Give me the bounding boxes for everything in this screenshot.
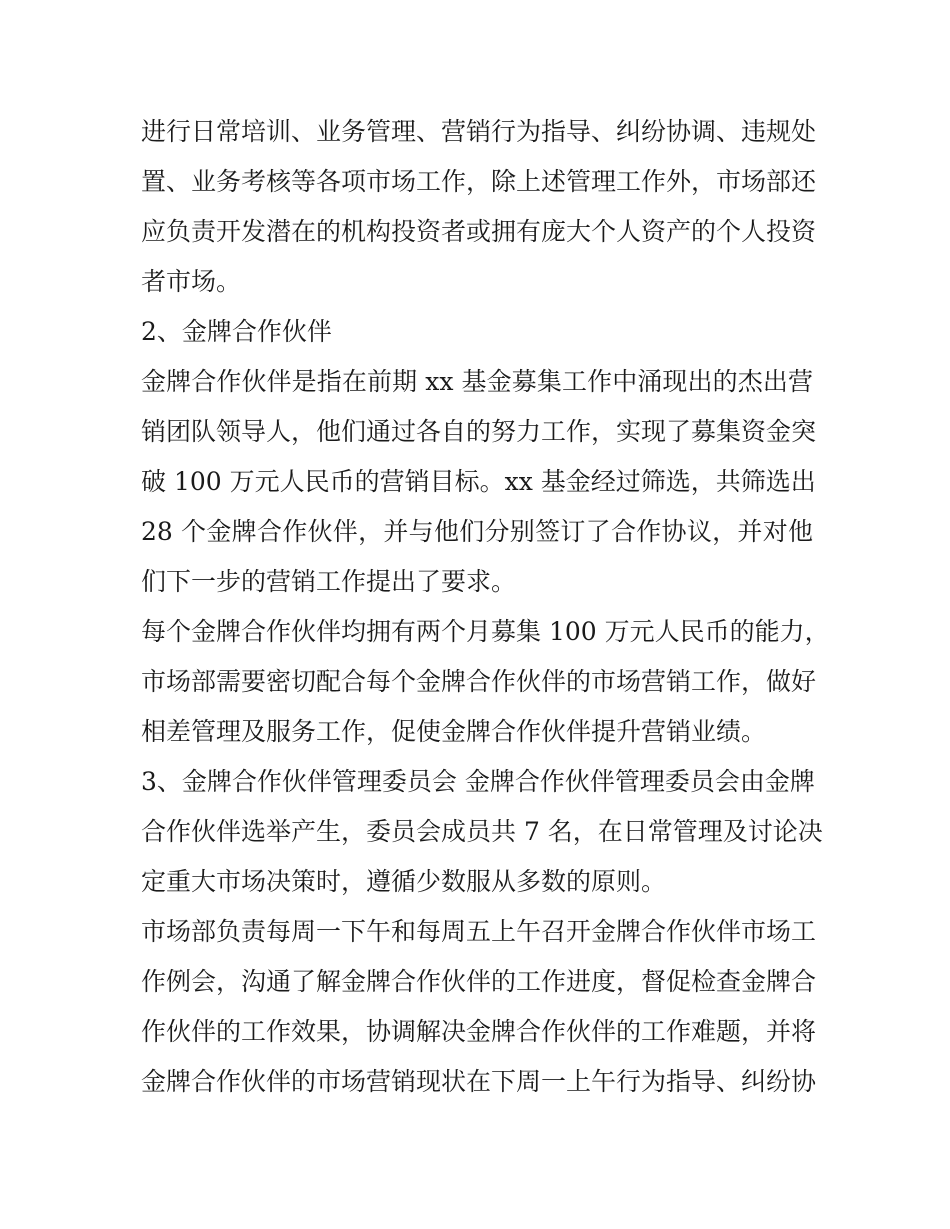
text-line: 市场部需要密切配合每个金牌合作伙伴的市场营销工作，做好 [141,667,817,696]
paragraph [141,757,823,907]
text-line: 销团队领导人，他们通过各自的努力工作，实现了募集资金突 [141,417,817,446]
text-line: 市场部负责每周一下午和每周五上午召开金牌合作伙伴市场工 [141,917,817,946]
text-line: 定重大市场决策时，遵循少数服从多数的原则。 [141,867,667,896]
text-line: 相差管理及服务工作，促使金牌合作伙伴提升营销业绩。 [141,717,767,746]
text-line: 置、业务考核等各项市场工作，除上述管理工作外，市场部还 [141,167,817,196]
document-body [141,107,830,1107]
text-line: 金牌合作伙伴是指在前期 xx 基金募集工作中涌现出的杰出营 [141,367,813,396]
section-heading [141,307,813,357]
text-line: 合作伙伴选举产生，委员会成员共 7 名，在日常管理及讨论决 [141,817,823,846]
text-line: 作例会，沟通了解金牌合作伙伴的工作进度，督促检查金牌合 [141,967,817,996]
text-line: 们下一步的营销工作提出了要求。 [141,567,517,596]
text-line: 进行日常培训、业务管理、营销行为指导、纠纷协调、违规处 [141,117,817,146]
paragraph [141,907,817,1107]
heading-text: 2、金牌合作伙伴 [141,317,332,346]
text-line: 者市场。 [141,267,242,296]
text-line: 应负责开发潜在的机构投资者或拥有庞大个人资产的个人投资 [141,217,817,246]
text-line: 28 个金牌合作伙伴，并与他们分别签订了合作协议，并对他 [141,517,813,546]
paragraph [141,607,830,757]
paragraph [141,357,817,607]
text-line: 破 100 万元人民币的营销目标。xx 基金经过筛选，共筛选出 [141,467,816,496]
text-line: 3、金牌合作伙伴管理委员会 金牌合作伙伴管理委员会由金牌 [141,767,815,796]
text-line: 每个金牌合作伙伴均拥有两个月募集 100 万元人民币的能力， [141,617,830,646]
text-line: 作伙伴的工作效果，协调解决金牌合作伙伴的工作难题，并将 [141,1017,817,1046]
text-line: 金牌合作伙伴的市场营销现状在下周一上午行为指导、纠纷协 [141,1067,817,1096]
paragraph [141,107,817,307]
